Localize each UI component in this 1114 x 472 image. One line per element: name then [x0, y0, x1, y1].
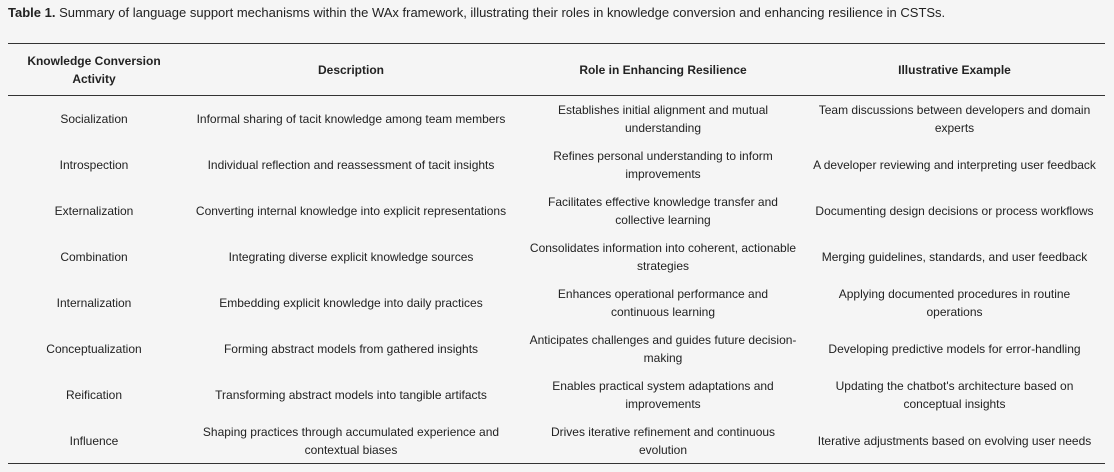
table-row: [8, 326, 1105, 372]
cell-example: Updating the chatbot's architecture based on conceptual insights: [835, 379, 1074, 411]
cell-role: Refines personal understanding to inform improvements: [553, 149, 773, 181]
cell-activity: Reification: [65, 388, 123, 402]
cell-description: Forming abstract models from gathered insights: [223, 342, 479, 356]
table-row: [8, 188, 1105, 234]
cell-activity: Socialization: [60, 112, 128, 126]
cell-example: A developer reviewing and interpreting user feedback: [813, 158, 1096, 172]
cell-description: Converting internal knowledge into explicit representations: [195, 204, 507, 218]
cell-activity: Combination: [60, 250, 128, 264]
cell-description: Shaping practices through accumulated experience and contextual biases: [202, 424, 500, 457]
cell-example: Documenting design decisions or process workflows: [815, 204, 1094, 218]
cell-example: Team discussions between developers and domain experts: [818, 103, 1091, 135]
cell-example: Developing predictive models for error-handling: [828, 342, 1081, 356]
cell-role: Enables practical system adaptations and improvements: [552, 379, 774, 411]
cell-description: Transforming abstract models into tangible artifacts: [215, 388, 487, 402]
cell-role: Drives iterative refinement and continuous evolution: [550, 424, 776, 457]
table-row: [8, 280, 1105, 326]
table-row: [8, 418, 1105, 464]
cell-activity: Influence: [69, 433, 119, 448]
header-description: Description: [317, 62, 384, 77]
cell-example: Iterative adjustments based on evolving user needs: [817, 433, 1092, 448]
table-caption-label: Table 1.: [8, 5, 56, 20]
table-caption-text: Summary of language support mechanisms within the WAx framework, illustrating their roles in knowledge conversion and enhancing resilience in CSTSs.: [55, 5, 946, 20]
cell-role: Facilitates effective knowledge transfer and collective learning: [548, 195, 778, 227]
table-caption: [8, 5, 945, 21]
cell-example: Applying documented procedures in routine operations: [838, 287, 1071, 319]
cell-activity: Internalization: [56, 296, 132, 310]
header-role: Role in Enhancing Resilience: [579, 62, 747, 77]
cell-example: Merging guidelines, standards, and user feedback: [821, 250, 1088, 264]
cell-role: Establishes initial alignment and mutual understanding: [557, 103, 769, 135]
cell-role: Consolidates information into coherent, actionable strategies: [529, 241, 797, 273]
table-header-row: [8, 44, 1105, 96]
table-row: [8, 234, 1105, 280]
table-row: [8, 372, 1105, 418]
cell-description: Embedding explicit knowledge into daily practices: [219, 296, 483, 310]
cell-role: Anticipates challenges and guides future decision-making: [529, 333, 797, 365]
cell-description: Individual reflection and reassessment of tacit insights: [207, 158, 495, 172]
cell-activity: Externalization: [54, 204, 134, 218]
header-example: Illustrative Example: [898, 62, 1011, 77]
cell-activity: Conceptualization: [46, 342, 142, 356]
cell-role: Enhances operational performance and continuous learning: [557, 287, 769, 319]
cell-description: Informal sharing of tacit knowledge among team members: [196, 112, 506, 126]
cell-description: Integrating diverse explicit knowledge sources: [228, 250, 474, 264]
header-activity: Knowledge Conversion Activity: [27, 53, 161, 86]
knowledge-conversion-table: [8, 43, 1105, 464]
table-row: [8, 96, 1105, 143]
table-row: [8, 142, 1105, 188]
cell-activity: Introspection: [59, 158, 129, 172]
